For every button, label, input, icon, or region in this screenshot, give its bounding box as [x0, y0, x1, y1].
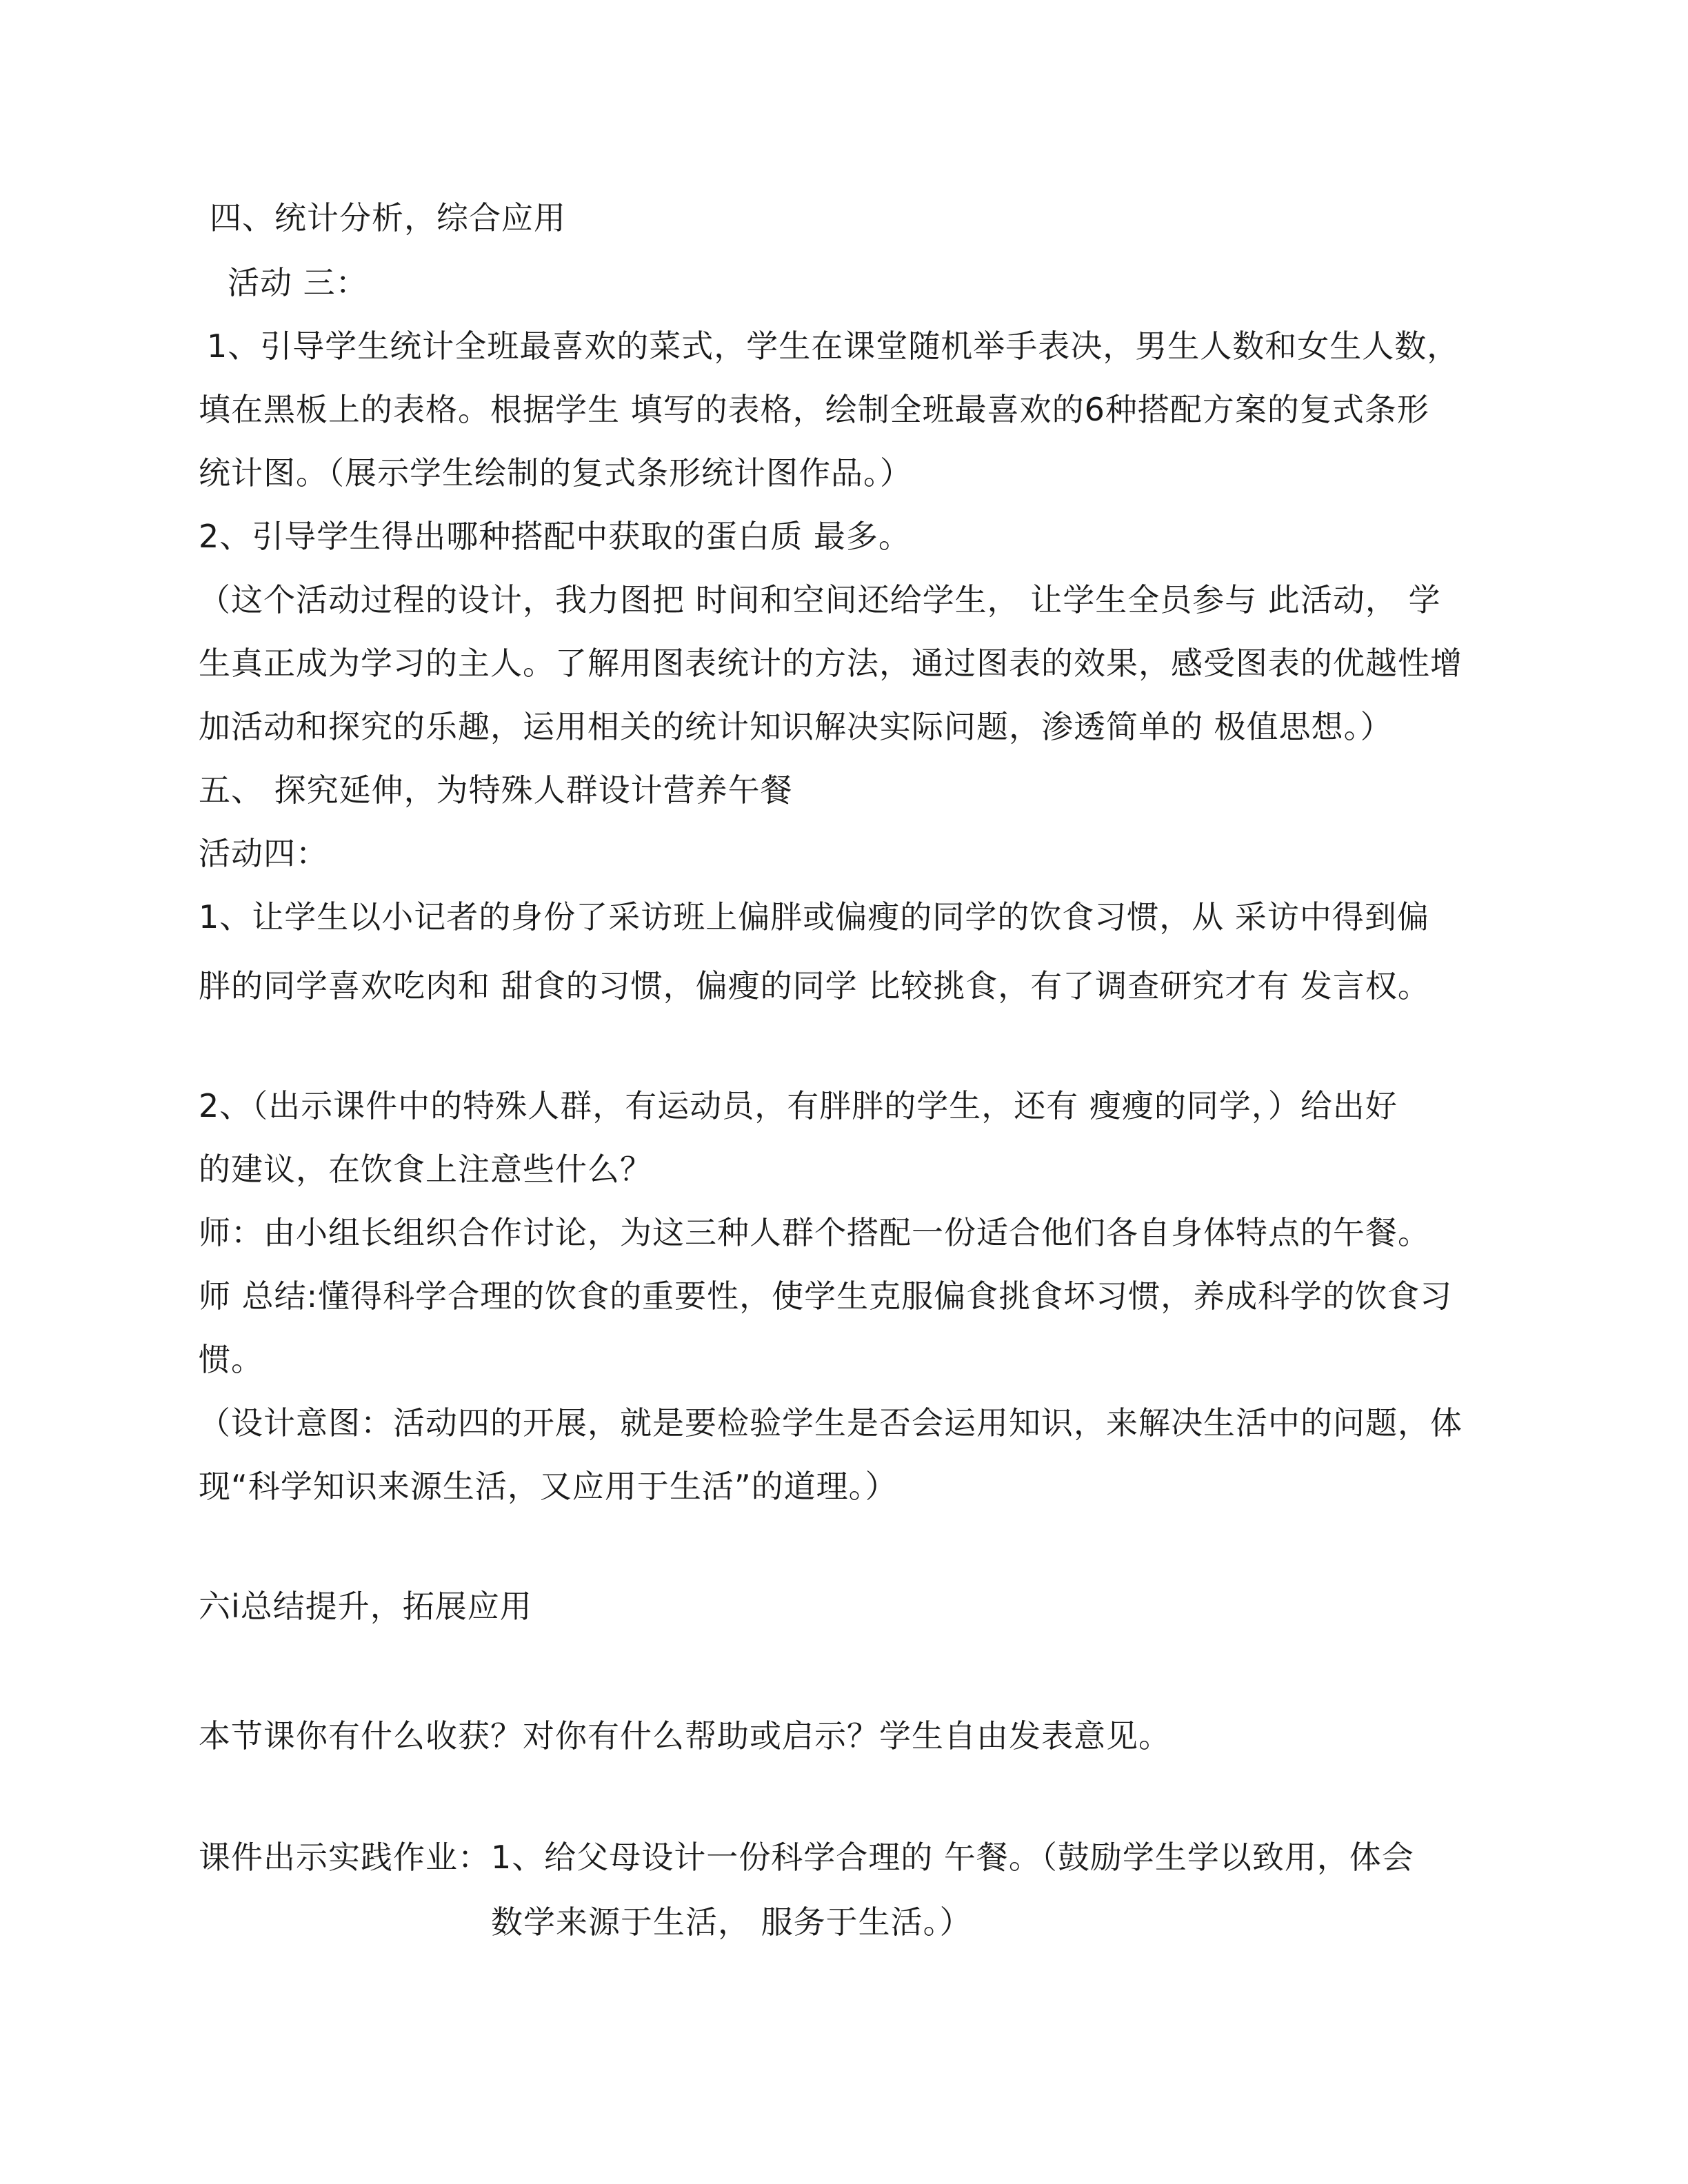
- reflection-question: 本节课你有什么收获？对你有什么帮助或启示？学生自由发表意见。: [199, 1717, 1171, 1755]
- homework-line1: 1、给父母设计一份科学合理的 午餐。（鼓励学生学以致用，体会: [491, 1839, 1414, 1876]
- a3-item2: 2、引导学生得出哪种搭配中获取的蛋白质 最多。: [199, 518, 911, 555]
- summary-line1: 师 总结:懂得科学合理的饮食的重要性，使学生克服偏食挑食坏习惯，养成科学的饮食习: [199, 1277, 1453, 1315]
- activity3-label: 活动 三：: [228, 264, 368, 301]
- a3-note-line2: 生真正成为学习的主人。了解用图表统计的方法，通过图表的效果，感受图表的优越性增: [199, 645, 1463, 682]
- a3-item1-line1: 1、引导学生统计全班最喜欢的菜式，学生在课堂随机举手表决，男生人数和女生人数，: [207, 327, 1460, 365]
- teacher-discussion-line: 师：由小组长组织合作讨论，为这三种人群个搭配一份适合他们各自身体特点的午餐。: [199, 1214, 1430, 1251]
- section4-heading: 四、统计分析，综合应用: [210, 199, 566, 236]
- a3-note-line1: （这个活动过程的设计，我力图把 时间和空间还给学生， 让学生全员参与 此活动， 学: [199, 581, 1441, 618]
- a4-item2-line1: 2、（出示课件中的特殊人群，有运动员，有胖胖的学生，还有 瘦瘦的同学，）给出好: [199, 1087, 1398, 1124]
- section6-heading: 六i总结提升，拓展应用: [199, 1588, 532, 1625]
- a3-note-line3: 加活动和探究的乐趣，运用相关的统计知识解决实际问题，渗透简单的 极值思想。）: [199, 708, 1393, 745]
- design-intent-line1: （设计意图：活动四的开展，就是要检验学生是否会运用知识，来解决生活中的问题，体: [199, 1404, 1463, 1442]
- summary-line2: 惯。: [199, 1341, 263, 1378]
- design-intent-line2: 现“科学知识来源生活，又应用于生活”的道理。）: [199, 1468, 898, 1505]
- activity4-label: 活动四：: [199, 835, 328, 872]
- a3-item1-line3: 统计图。（展示学生绘制的复式条形统计图作品。）: [199, 454, 912, 492]
- a4-item1-line2: 胖的同学喜欢吃肉和 甜食的习惯，偏瘦的同学 比较挑食，有了调查研究才有 发言权。: [199, 967, 1430, 1004]
- homework-label: 课件出示实践作业：: [199, 1839, 490, 1876]
- a4-item1-line1: 1、让学生以小记者的身份了采访班上偏胖或偏瘦的同学的饮食习惯，从 采访中得到偏: [199, 898, 1429, 936]
- section5-heading: 五、 探究延伸，为特殊人群设计营养午餐: [199, 771, 793, 809]
- homework-line2: 数学来源于生活， 服务于生活。）: [491, 1903, 972, 1941]
- a3-item1-line2: 填在黑板上的表格。根据学生 填写的表格，绘制全班最喜欢的6种搭配方案的复式条形: [199, 391, 1429, 428]
- a4-item2-line2: 的建议，在饮食上注意些什么？: [199, 1151, 652, 1188]
